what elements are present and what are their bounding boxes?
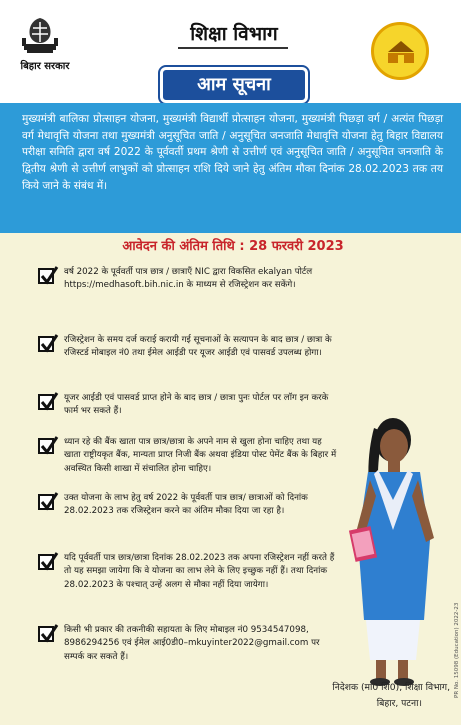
list-item-text: किसी भी प्रकार की तकनीकी सहायता के लिए मोबाइल नं0 9534547098, 8986294256 एवं ईमेल आई0डी0–mkuyinter2022@gmail.com पर सम्पर्क कर सकते हैं। — [64, 625, 320, 662]
footer-line-1: निदेशक (मा0 शि0), शिक्षा विभाग, — [332, 682, 450, 693]
deadline-date: 28 फरवरी 2023 — [249, 239, 344, 254]
list-item-text: यूजर आईडी एवं पासवर्ड प्राप्त होने के बाद छात्र / छात्रा पुनः पोर्टल पर लॉग इन करके फार्म भर सकते हैं। — [64, 393, 329, 417]
checkbox-icon — [38, 268, 54, 284]
title-underline — [178, 47, 288, 49]
list-item — [38, 492, 338, 519]
header — [0, 0, 461, 103]
checkbox-icon — [38, 494, 54, 510]
deadline-label: आवेदन की अंतिम तिथि : — [122, 239, 245, 254]
pr-number-text: PR No. 15098 (Education) 2022-23 — [454, 602, 460, 698]
list-item-text: यदि पूर्ववर्ती पात्र छात्र/छात्रा दिनांक 28.02.2023 तक अपना रजिस्ट्रेशन नहीं करते हैं तो यह समझा जायेगा कि वे योजना का लाभ लेने के लिए इच्छुक नहीं हैं। तथा दिनांक 28.02.2023 के पश्चात् उन्हें अलग से मौका नहीं दिया जायेगा। — [64, 553, 335, 590]
bihar-emblem-icon — [18, 14, 62, 58]
notice-banner: आम सूचना — [160, 67, 308, 103]
list-item — [38, 436, 338, 476]
checkbox-icon — [38, 438, 54, 454]
page-title: शिक्षा विभाग — [190, 23, 278, 45]
list-item — [38, 334, 338, 361]
list-item-text: उक्त योजना के लाभ हेतु वर्ष 2022 के पूर्ववर्ती पात्र छात्र/ छात्राओं को दिनांक 28.02.2023 तक रजिस्ट्रेशन करने का अंतिम मौका दिया जा रहा है। — [64, 493, 308, 517]
govt-label: बिहार सरकार — [20, 61, 70, 72]
pr-number — [452, 560, 460, 710]
deadline-heading — [88, 236, 378, 254]
list-item-text: वर्ष 2022 के पूर्ववर्ती पात्र छात्र / छात्राएँ NIC द्वारा विकसित ekalyan पोर्टल https://medhasoft.bih.nic.in के माध्यम से रजिस्ट्रेशन कर सकेंगे। — [64, 267, 313, 291]
checkbox-icon — [38, 336, 54, 352]
checkbox-icon — [38, 394, 54, 410]
checkbox-icon — [38, 626, 54, 642]
notice-paragraph: मुख्यमंत्री बालिका प्रोत्साहन योजना, मुख्यमंत्री विद्यार्थी प्रोत्साहन योजना, मुख्यमंत्री पिछड़ा वर्ग / अत्यंत पिछड़ा वर्ग मेधावृत्ति योजना तथा मुख्यमंत्री अनुसूचित जाति / अनुसूचित जनजाति मेधावृत्ति योजना हेतु बिहार विद्यालय परीक्षा समिति द्वारा वर्ष 2022 के पूर्ववर्ती प्रथम श्रेणी से उत्तीर्ण एवं अनुसूचित जाति / अनुसूचित जनजाति के द्वितीय श्रेणी से उत्तीर्ण लाभुकों को प्रोत्साहन राशि दिये जाने हेतु अंतिम मौका दिनांक 28.02.2023 तक तय किये जाने के संबंध में। — [0, 103, 461, 233]
list-item-text: ध्यान रहे की बैंक खाता पात्र छात्र/छात्रा के अपने नाम से खुला होना चाहिए तथा यह खाता राष्ट्रीयकृत बैंक, मान्यता प्राप्त निजी बैंक अथवा इंडिया पोस्ट पेमेंट बैंक के बिहार में अवस्थित किसी शाखा में संचालित होना चाहिए। — [64, 437, 337, 474]
list-item-text: रजिस्ट्रेशन के समय दर्ज कराई करायी गई सूचनाओं के सत्यापन के बाद छात्र / छात्रा के रजिस्टर्ड मोबाइल नं0 तथा ईमेल आईडी पर यूजर आईडी एवं पासवर्ड उपलब्ध होगा। — [64, 335, 332, 359]
student-illustration — [338, 410, 448, 690]
list-item — [38, 552, 338, 592]
education-department-seal-icon — [371, 22, 429, 80]
list-item — [38, 392, 338, 419]
checkbox-icon — [38, 554, 54, 570]
signature-block — [300, 680, 450, 712]
list-item — [38, 624, 338, 664]
footer-line-2: बिहार, पटना। — [376, 698, 422, 709]
list-item — [38, 266, 338, 293]
